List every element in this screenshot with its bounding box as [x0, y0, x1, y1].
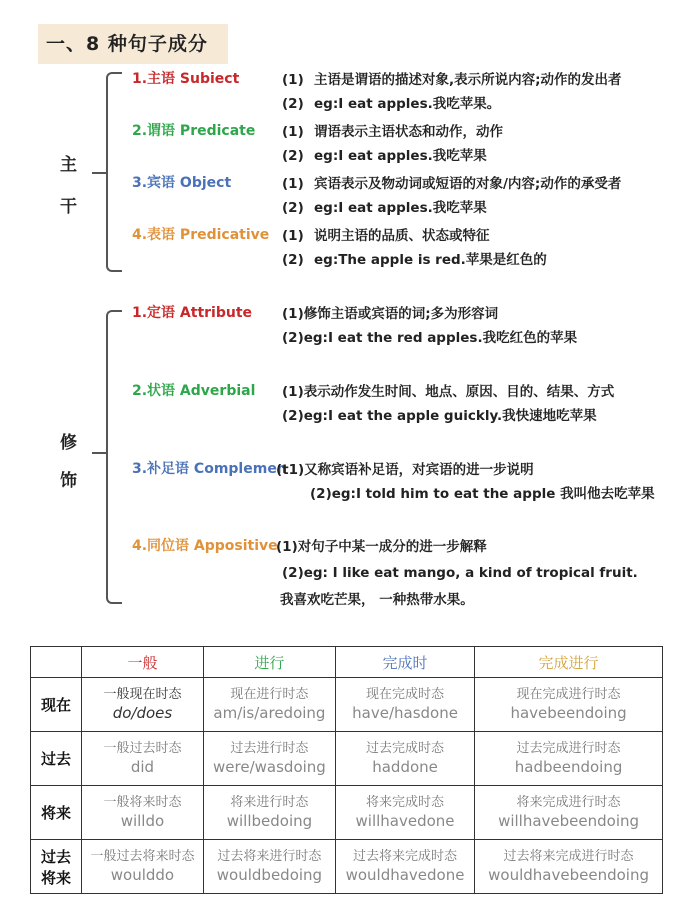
tense-form: wouldhavebeendoing — [488, 866, 649, 884]
header-perfect-progressive: 完成进行 — [475, 647, 663, 678]
tense-name: 一般现在时态 — [103, 687, 182, 702]
line-text: eg:I eat apples.我吃苹果。 — [314, 96, 501, 112]
modifier-label: 2.状语 Adverbial — [132, 383, 256, 399]
tense-name: 将来完成进行时态 — [516, 795, 621, 810]
modifier-line: (t1)又称宾语补足语，对宾语的进一步说明 — [276, 462, 534, 478]
modifier-example: (2)eg:I told him to eat the apple 我叫他去吃苹果 — [310, 486, 655, 502]
tense-form: did — [130, 758, 155, 776]
tense-row — [31, 678, 663, 732]
tense-name: 过去完成进行时态 — [516, 741, 621, 756]
tense-row — [31, 840, 663, 894]
tense-row-header: 过去 — [31, 732, 82, 786]
tense-row-header: 现在 — [31, 678, 82, 732]
main-component-label: 3.宾语 Object — [132, 175, 232, 191]
modifier-example-translation: 我喜欢吃芒果， 一种热带水果。 — [280, 592, 474, 608]
tense-name: 将来完成时态 — [366, 795, 445, 810]
modifier-brace — [106, 310, 122, 604]
tense-form: willhavedone — [355, 812, 455, 830]
line-number: (1) — [282, 72, 304, 88]
main-component-label: 1.主语 Subiect — [132, 71, 240, 87]
tense-form: havebeendoing — [510, 704, 627, 722]
tense-row-header: 过去 将来 — [31, 840, 82, 894]
modifier-example: (2)eg:I eat the red apples.我吃红色的苹果 — [282, 330, 578, 346]
tense-form: were/wasdoing — [213, 758, 326, 776]
line-number: (2) — [282, 96, 304, 112]
tense-row-header: 将来 — [31, 786, 82, 840]
tense-cell — [203, 678, 335, 732]
tense-form: have/hasdone — [352, 704, 458, 722]
group-label-mod-2: 饰 — [60, 471, 77, 491]
line-number: (1) — [282, 124, 304, 140]
line-text: 宾语表示及物动词或短语的对象/内容;动作的承受者 — [314, 176, 622, 192]
line-number: (1) — [282, 228, 304, 244]
tense-row — [31, 732, 663, 786]
main-component-line — [282, 196, 487, 216]
header-perfect: 完成时 — [335, 647, 474, 678]
tense-cell — [203, 786, 335, 840]
main-component-label: 4.表语 Predicative — [132, 227, 270, 243]
line-number: (2) — [282, 252, 304, 268]
line-text: 主语是谓语的描述对象,表示所说内容;动作的发出者 — [314, 72, 622, 88]
tense-name: 一般过去将来时态 — [90, 849, 195, 864]
line-number: (2) — [282, 200, 304, 216]
tense-form: hadbeendoing — [514, 758, 623, 776]
tense-cell — [335, 840, 474, 894]
line-number: (1) — [282, 176, 304, 192]
tense-cell — [203, 732, 335, 786]
main-brace — [106, 72, 122, 272]
tense-name: 现在完成时态 — [366, 687, 445, 702]
tense-name: 一般过去时态 — [103, 741, 182, 756]
tense-form: woulddo — [110, 866, 175, 884]
main-component-line — [282, 120, 503, 140]
tense-cell — [335, 732, 474, 786]
tense-cell — [82, 678, 204, 732]
tense-name: 过去将来完成进行时态 — [503, 849, 634, 864]
tense-form: willhavebeendoing — [498, 812, 640, 830]
tense-form: haddone — [372, 758, 438, 776]
modifier-line: (1)修饰主语或宾语的词;多为形容词 — [282, 306, 499, 322]
header-simple: 一般 — [82, 647, 204, 678]
tense-form: am/is/aredoing — [213, 704, 326, 722]
tense-table — [30, 646, 663, 894]
line-text: 谓语表示主语状态和动作，动作 — [314, 124, 503, 140]
main-component-line — [282, 144, 487, 164]
tense-name: 现在完成进行时态 — [516, 687, 621, 702]
main-component-line — [282, 172, 621, 192]
modifier-example: (2)eg:I eat the apple guickly.我快速地吃苹果 — [282, 408, 597, 424]
tense-cell — [475, 786, 663, 840]
tense-form: do/does — [112, 704, 173, 722]
line-text: eg:I eat apples.我吃苹果 — [314, 148, 487, 164]
main-brace-tick — [92, 172, 106, 174]
modifier-label: 1.定语 Attribute — [132, 305, 253, 321]
line-text: eg:I eat apples.我吃苹果 — [314, 200, 487, 216]
tense-name: 一般将来时态 — [103, 795, 182, 810]
modifier-label: 3.补足语 Complemen — [132, 461, 287, 477]
main-component-line — [282, 68, 622, 88]
modifier-example: (2)eg: I like eat mango, a kind of tropical fruit. — [282, 565, 638, 581]
tense-form: willbedoing — [226, 812, 313, 830]
main-component-line — [282, 224, 490, 244]
header-progressive: 进行 — [203, 647, 335, 678]
tense-form: willdo — [120, 812, 165, 830]
group-label-main-2: 干 — [60, 197, 77, 217]
tense-cell — [475, 840, 663, 894]
main-component-label: 2.谓语 Predicate — [132, 123, 256, 139]
tense-form: wouldbedoing — [216, 866, 323, 884]
line-number: (2) — [282, 148, 304, 164]
line-text: 说明主语的品质、状态或特征 — [314, 228, 490, 244]
tense-name: 过去完成时态 — [366, 741, 445, 756]
tense-row — [31, 786, 663, 840]
group-label-main-1: 主 — [60, 155, 77, 175]
modifier-brace-tick — [92, 452, 106, 454]
tense-cell — [203, 840, 335, 894]
line-text: eg:The apple is red.苹果是红色的 — [314, 252, 547, 268]
corner-cell — [31, 647, 82, 678]
tense-cell — [82, 786, 204, 840]
tense-name: 过去进行时态 — [230, 741, 309, 756]
modifier-line: (1)对句子中某一成分的进一步解释 — [276, 539, 487, 555]
tense-cell — [335, 786, 474, 840]
tense-name: 过去将来进行时态 — [217, 849, 322, 864]
main-component-line — [282, 248, 547, 268]
tense-name: 将来进行时态 — [230, 795, 309, 810]
tense-name: 过去将来完成时态 — [353, 849, 458, 864]
page-title: 一、8 种句子成分 — [38, 24, 228, 64]
tense-form: wouldhavedone — [345, 866, 465, 884]
tense-cell — [82, 840, 204, 894]
main-component-line — [282, 92, 500, 112]
tense-header-row — [31, 647, 663, 678]
tense-cell — [335, 678, 474, 732]
group-label-mod-1: 修 — [60, 433, 77, 453]
tense-cell — [475, 732, 663, 786]
tense-name: 现在进行时态 — [230, 687, 309, 702]
modifier-label: 4.同位语 Appositive — [132, 538, 278, 554]
modifier-line: (1)表示动作发生时间、地点、原因、目的、结果、方式 — [282, 384, 615, 400]
tense-cell — [82, 732, 204, 786]
tense-cell — [475, 678, 663, 732]
